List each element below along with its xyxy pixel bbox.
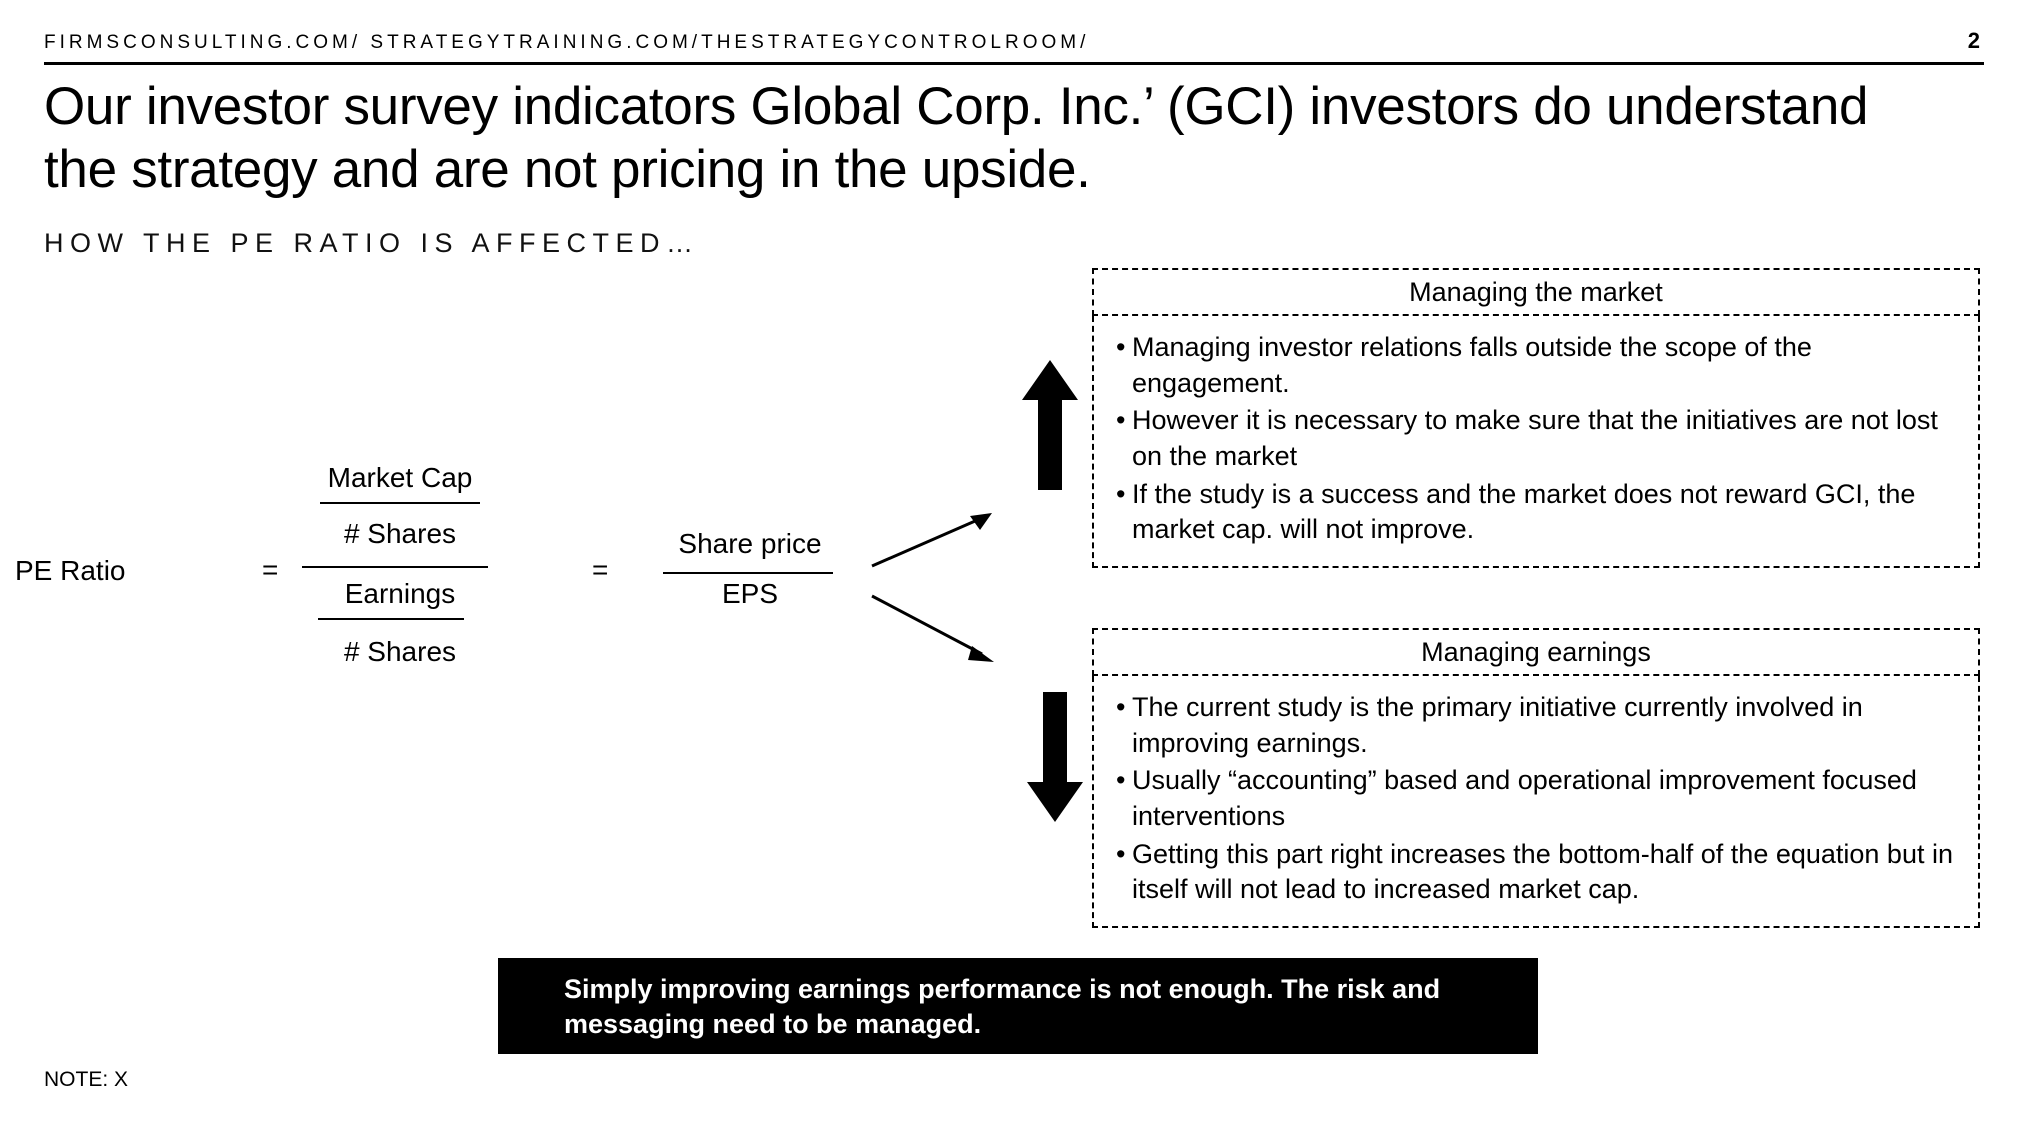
list-item-text: Getting this part right increases the bottom-half of the equation but in itself will not lead to increased market cap. xyxy=(1132,838,1953,905)
bullet-icon: • xyxy=(1116,765,1126,796)
list-item-text: Usually “accounting” based and operational improvement focused interventions xyxy=(1132,765,1917,831)
formula-denominator-rule xyxy=(318,618,464,620)
formula-numerator-bottom: # Shares xyxy=(343,518,457,549)
callout-body xyxy=(1092,316,1980,568)
bullet-icon: • xyxy=(1116,692,1126,722)
list-item xyxy=(1116,763,1956,834)
list-item xyxy=(1116,330,1956,401)
block-arrow-up-icon xyxy=(1020,360,1080,490)
page-title: Our investor survey indicators Global Corp. Inc.’ (GCI) investors do understand the strategy and are not pricing in the upside. xyxy=(44,77,1869,199)
header-divider xyxy=(44,62,1984,65)
bullet-icon: • xyxy=(1116,478,1126,509)
formula-simplified-rule xyxy=(663,572,833,574)
key-message-bar: Simply improving earnings performance is not enough. The risk and messaging need to be managed. xyxy=(498,958,1538,1054)
list-item xyxy=(1116,837,1956,908)
connector-arrow-up-icon xyxy=(870,510,1000,570)
formula-simplified-denominator: EPS xyxy=(721,578,779,609)
formula-equals-1: = xyxy=(262,554,279,585)
callout-title: Managing the market xyxy=(1092,268,1980,316)
bullet-icon: • xyxy=(1116,405,1126,436)
formula-simplified-numerator: Share price xyxy=(678,528,822,559)
bullet-icon: • xyxy=(1116,838,1126,869)
formula-main-rule xyxy=(302,566,488,568)
callout-managing-earnings xyxy=(1092,628,1980,928)
page-number: 2 xyxy=(1967,28,1980,53)
formula-label: PE Ratio xyxy=(15,555,126,586)
page-subtitle: HOW THE PE RATIO IS AFFECTED… xyxy=(44,228,700,258)
header-url: FIRMSCONSULTING.COM/ STRATEGYTRAINING.COM/THESTRATEGYCONTROLROOM/ xyxy=(44,32,1090,53)
formula-denominator-top: Earnings xyxy=(344,578,456,609)
callout-body xyxy=(1092,676,1980,928)
formula-denominator-bottom: # Shares xyxy=(343,636,457,667)
list-item xyxy=(1116,403,1956,474)
formula-numerator-rule xyxy=(320,502,480,504)
callout-managing-the-market xyxy=(1092,268,1980,568)
connector-arrow-down-icon xyxy=(870,590,1000,670)
callout-title: Managing earnings xyxy=(1092,628,1980,676)
block-arrow-down-icon xyxy=(1025,692,1085,822)
list-item xyxy=(1116,690,1956,761)
slide-header xyxy=(44,28,1984,54)
list-item-text: Managing investor relations falls outside the scope of the engagement. xyxy=(1132,332,1812,398)
formula-numerator-top: Market Cap xyxy=(327,462,473,493)
bullet-icon: • xyxy=(1116,332,1126,362)
list-item-text: The current study is the primary initiative currently involved in improving earnings. xyxy=(1132,692,1863,758)
footnote: NOTE: X xyxy=(44,1068,129,1091)
list-item xyxy=(1116,477,1956,548)
formula-equals-2: = xyxy=(592,554,609,585)
list-item-text: If the study is a success and the market does not reward GCI, the market cap. will not improve. xyxy=(1132,478,1916,545)
list-item-text: However it is necessary to make sure that the initiatives are not lost on the market xyxy=(1132,405,1938,471)
